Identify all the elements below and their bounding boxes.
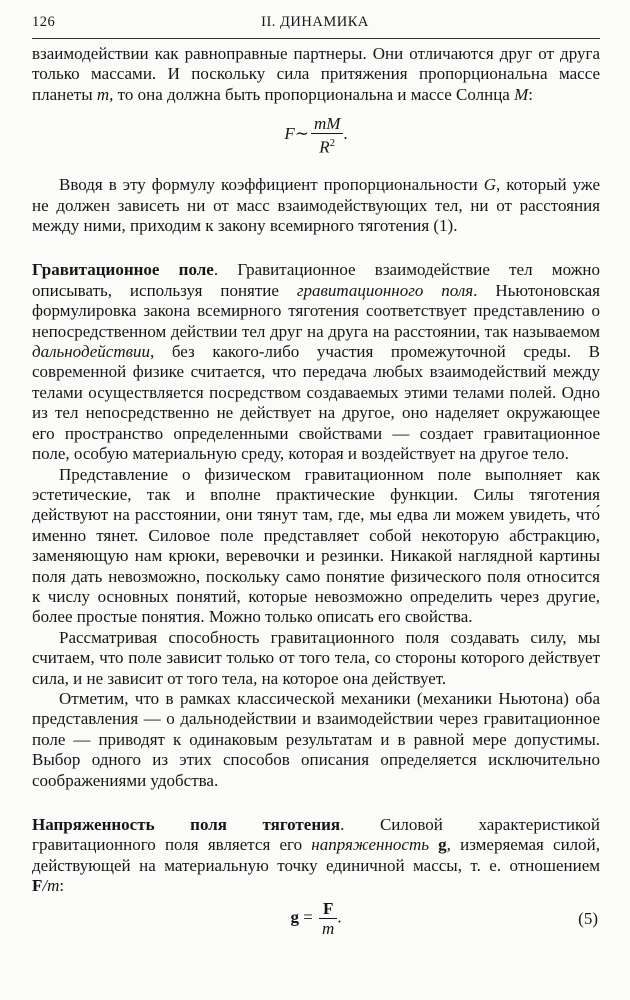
formula-proportionality: F∼ $\frac{mM}{R^2}$ . — [284, 114, 348, 157]
formula-relation: ∼ — [294, 124, 309, 144]
formula-denominator: $R^2$ — [319, 137, 336, 157]
formula-numerator: mM — [311, 114, 343, 134]
symbol-M: M — [514, 84, 529, 104]
heading-field-strength: Напряженность поля тяготения — [32, 815, 341, 834]
symbol-m: m — [96, 84, 110, 104]
field-paragraph-3: Рассматривая способность гравитационного поля создавать силу, мы считаем, что поле зависит только от того тела, со стороны которого действует сила, и не зависит от того тела, на которое она действует. — [32, 627, 600, 688]
symbol-g: g — [438, 835, 447, 855]
symbol-G: G — [483, 175, 496, 195]
equation-number: (5) — [578, 908, 598, 928]
page-number: 126 — [32, 14, 56, 30]
section-title: II. ДИНАМИКА — [261, 14, 369, 30]
field-paragraph-1: Гравитационное поле. Гравитационное взаимодействие тел можно описывать, используя понятие гравитационного поля. Ньютоновская формулировка закона всемирного тяготения соответствует представлению о непосредственном действии тел друг на друга на расстоянии, так называемом дальнодействии, без какого-либо участия промежуточной среды. В современной физике считается, что передача любых взаимодействий между телами осуществляется посредством создаваемых этими телами полей. Одно из тел непосредственно не действует на другое, оно наделяет окружающее его пространство определенными свойствами — создает гравитационное поле, особую материальную среду, которая и воздействует на другое тело. — [32, 260, 600, 464]
heading-gravitational-field: Гравитационное поле — [32, 260, 214, 280]
running-head — [32, 14, 598, 36]
strength-paragraph: Напряженность поля тяготения. Силовой характеристикой гравитационного поля является его напряженность g, измеряемая силой, действующей на материальную точку единичной массы, т. е. отношением F/m: — [32, 815, 601, 896]
formula5-fraction — [319, 899, 337, 938]
header-rule — [32, 38, 600, 39]
page-body — [32, 44, 600, 945]
formula5-lhs: g — [290, 907, 299, 927]
formula5-numerator: F — [319, 899, 337, 919]
intro-paragraph: взаимодействии как равноправные партнеры. Они отличаются друг от друга только массами. И поскольку сила притяжения пропорциональна массе планеты m, то она должна быть пропорциональна и массе Солнца M: — [32, 44, 600, 104]
field-paragraph-4: Отметим, что в рамках классической механики (механики Ньютона) оба представления — о дальнодействии и взаимодействии через гравитационное поле — приводят к одинаковым результатам и в равной мере допустимы. Выбор одного из этих способов описания определяется исключительно соображениями удобства. — [32, 688, 600, 790]
formula-field-strength: g = $\frac{F}{m}$ . (5) — [290, 898, 598, 938]
formula5-relation: = — [303, 907, 313, 927]
formula-fraction — [311, 114, 343, 157]
coefficient-paragraph: Вводя в эту формулу коэффициент пропорциональности G, который уже не должен зависеть ни от масс взаимодействующих тел, ни от расстояния между ними, приходим к закону всемирного тяготения (1). — [32, 175, 600, 236]
formula-lhs: F — [284, 124, 295, 144]
formula5-denominator: m — [322, 918, 335, 938]
field-paragraph-2: Представление о физическом гравитационном поле выполняет как эстетические, так и вполне практические функции. Силы тяготения действуют на расстоянии, они тянут там, где, мы едва ли можем увидеть, что́ именно тянет. Силовое поле представляет собой некоторую абстракцию, заменяющую нам крюки, веревочки и резинки. Никакой наглядной картины поля дать невозможно, поскольку само понятие физического поля относится к числу основных понятий, которые невозможно определить через другие, более простые понятия. Можно только описать его свойства. — [32, 464, 600, 627]
